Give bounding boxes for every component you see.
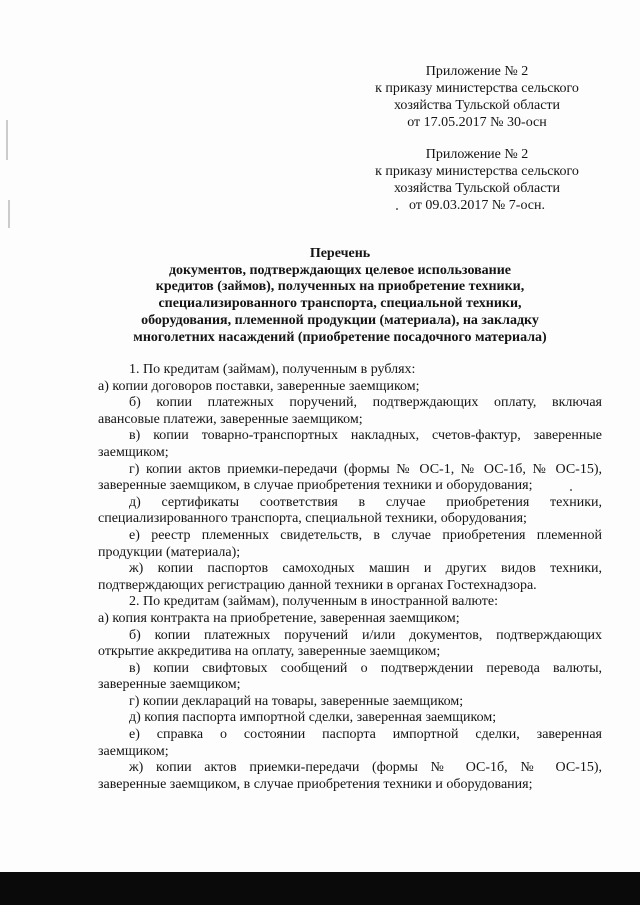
annex-number: Приложение № 2	[425, 147, 529, 162]
annex-order-ref: к приказу министерства сельского	[375, 164, 579, 179]
body-line: продукции (материала);	[98, 544, 241, 560]
title-line: кредитов (займов), полученных на приобретение техники,	[155, 279, 525, 295]
annex-order-date: от 17.05.2017 № 30-осн	[407, 115, 547, 130]
body-line: специализированного транспорта, специальной техники, оборудования;	[98, 511, 527, 527]
title-line: многолетних насаждений (приобретение посадочного материала)	[133, 329, 547, 345]
body-line: а) копии договоров поставки, заверенные заемщиком;	[98, 378, 420, 394]
body-line: г) копии деклараций на товары, заверенные заемщиком;	[129, 693, 464, 709]
body-line: заемщиком;	[98, 444, 169, 460]
scan-bottom-edge	[0, 872, 640, 905]
body-line: заверенные заемщиком, в случае приобретения техники и оборудования;	[98, 776, 533, 792]
title-heading: Перечень	[309, 246, 371, 261]
annex-order-ref: к приказу министерства сельского	[375, 81, 579, 96]
document-title	[100, 246, 580, 346]
document-body	[98, 362, 602, 793]
section-heading: 1. По кредитам (займам), полученным в рублях:	[129, 362, 416, 377]
body-line: подтверждающих регистрацию данной техники в органах Гостехнадзора.	[98, 577, 537, 593]
body-line: открытие аккредитива на оплату, заверенные заемщиком;	[98, 644, 441, 660]
body-line: б) копии платежных поручений и/или документов, подтверждающих	[129, 627, 602, 643]
body-line: е) реестр племенных свидетельств, в случае приобретения племенной	[129, 527, 602, 543]
body-line: г) копии актов приемки-передачи (формы № ОС-1, № ОС-1б, № ОС-15),	[129, 461, 602, 477]
body-line: заверенные заемщиком, в случае приобретения техники и оборудования;	[98, 478, 533, 494]
body-line: ж) копии паспортов самоходных машин и других видов техники,	[129, 561, 602, 577]
body-line: заемщиком;	[98, 743, 169, 759]
annex-header-current	[352, 63, 602, 131]
scan-artifact	[8, 200, 10, 228]
scan-artifact	[6, 120, 8, 160]
body-line: а) копия контракта на приобретение, заверенная заемщиком;	[98, 610, 460, 626]
body-line: заверенные заемщиком;	[98, 677, 241, 693]
body-line: в) копии свифтовых сообщений о подтверждении перевода валюты,	[129, 660, 602, 676]
title-line: специализированного транспорта, специальной техники,	[158, 296, 522, 312]
title-line: документов, подтверждающих целевое использование	[168, 262, 512, 278]
body-line: е) справка о состоянии паспорта импортной сделки, заверенная	[129, 727, 602, 743]
annex-header-previous	[352, 146, 602, 214]
body-line: авансовые платежи, заверенные заемщиком;	[98, 411, 363, 427]
annex-ministry: хозяйства Тульской области	[393, 98, 561, 113]
body-line: д) сертификаты соответствия в случае приобретения техники,	[129, 494, 602, 510]
body-line: ж) копии актов приемки-передачи (формы № ОС-1б, № ОС-15),	[129, 760, 602, 776]
body-line: д) копия паспорта импортной сделки, заверенная заемщиком;	[129, 710, 497, 726]
body-line: б) копии платежных поручений, подтверждающих оплату, включая	[129, 395, 602, 411]
title-line: оборудования, племенной продукции (материала), на закладку	[141, 312, 539, 328]
annex-number: Приложение № 2	[425, 64, 529, 79]
annex-ministry: хозяйства Тульской области	[393, 181, 561, 196]
body-line: в) копии товарно-транспортных накладных, счетов-фактур, заверенные	[129, 428, 602, 444]
annex-order-date: от 09.03.2017 № 7-осн.	[408, 198, 545, 213]
section-heading: 2. По кредитам (займам), полученным в иностранной валюте:	[129, 594, 498, 610]
